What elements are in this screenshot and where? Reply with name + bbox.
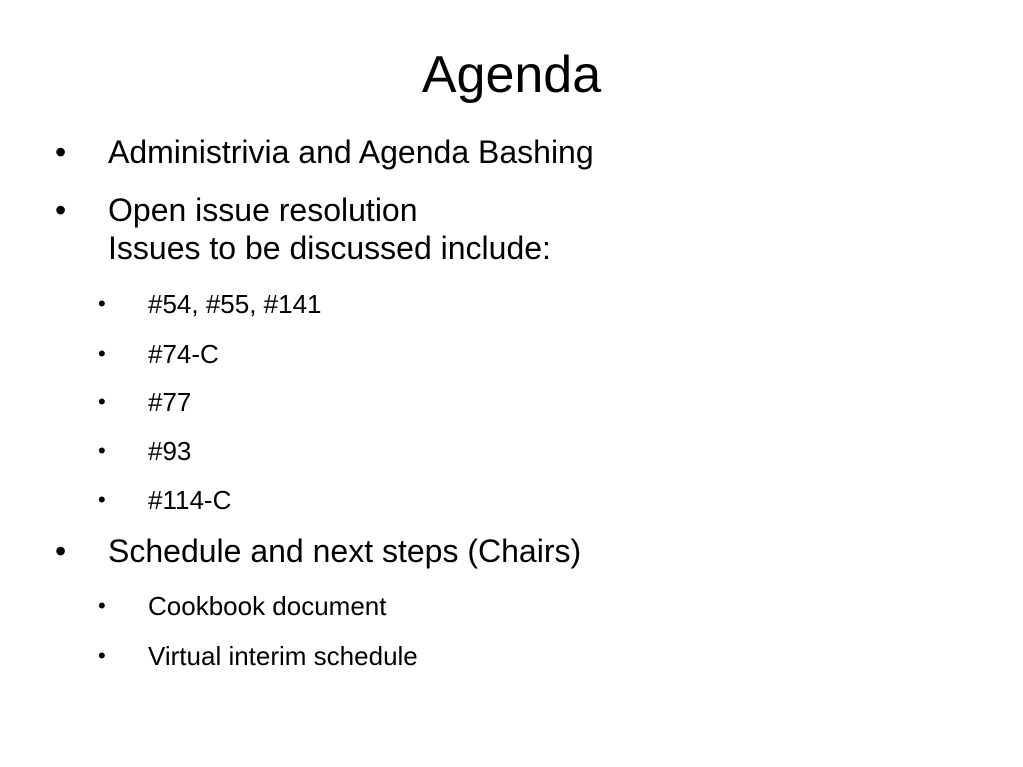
bullet-icon: • [98,487,106,512]
issue-item [98,338,219,370]
issue-item-label: #77 [148,387,192,417]
schedule-item [98,590,387,622]
bullet-icon: • [55,533,67,569]
schedule-item [98,640,418,672]
issue-item-label: #54, #55, #141 [148,289,322,319]
issue-item [98,288,322,320]
issue-item [98,435,192,467]
issue-item-label: #114-C [148,485,232,515]
bullet-icon: • [98,341,106,366]
bullet-icon: • [98,593,106,618]
bullet-icon: • [98,389,106,414]
issue-item [98,484,232,516]
bullet-icon: • [98,438,106,463]
bullet-icon: • [98,291,106,316]
schedule-item-label: Cookbook document [148,591,387,621]
bullet-icon: • [55,134,67,170]
bullet-icon: • [98,643,106,668]
schedule-item-label: Virtual interim schedule [148,641,418,671]
agenda-item [55,133,594,171]
slide-title: Agenda [421,46,602,104]
agenda-item [55,191,551,267]
issue-item [98,386,192,418]
issue-item-label: #93 [148,436,192,466]
agenda-item-label: Schedule and next steps (Chairs) [108,533,582,569]
agenda-item-label: Administrivia and Agenda Bashing [108,134,594,170]
bullet-icon: • [55,192,67,228]
issue-item-label: #74-C [148,339,219,369]
agenda-item-continuation: Issues to be discussed include: [108,230,551,266]
agenda-item-label: Open issue resolution [108,192,418,228]
agenda-item [55,532,582,570]
